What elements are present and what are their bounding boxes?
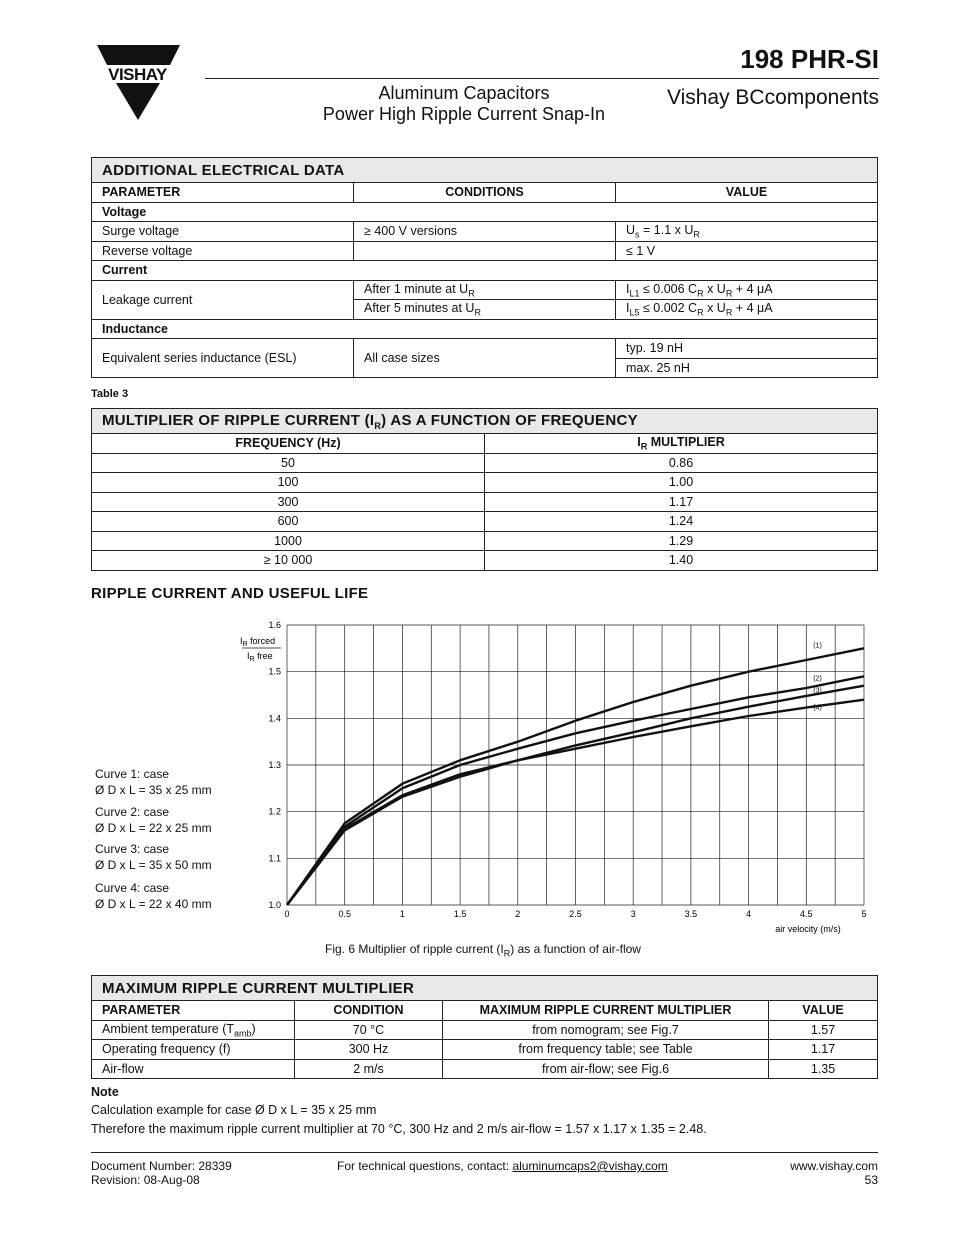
- cell-frequency: 100: [92, 473, 485, 493]
- series-label-3: (3): [813, 687, 822, 695]
- cell-multiplier-source: from frequency table; see Table: [443, 1040, 769, 1060]
- x-tick-label: 3: [630, 909, 636, 919]
- cell-value: $I_{L5} \le 0.002$ $C_R$ x $U_R + 4$ μA: [616, 300, 878, 320]
- col-header-value: VALUE: [769, 1001, 878, 1021]
- col-header-conditions: CONDITIONS: [354, 183, 616, 203]
- cell-multiplier-source: from air-flow; see Fig.6: [443, 1059, 769, 1079]
- cell-condition: 300 Hz: [295, 1040, 443, 1060]
- y-tick-label: 1.5: [268, 666, 281, 677]
- cell-condition: After 5 minutes at $U_R$: [354, 300, 616, 320]
- table-title: MAXIMUM RIPPLE CURRENT MULTIPLIER: [92, 976, 878, 1001]
- table-row: [92, 241, 878, 261]
- y-tick-label: 1.1: [268, 853, 281, 864]
- series-label-4: (4): [813, 704, 822, 712]
- table-row: [92, 473, 878, 493]
- cell-parameter: Air-flow: [92, 1059, 295, 1079]
- group-voltage: Voltage: [92, 202, 878, 222]
- x-tick-label: 0: [284, 909, 290, 919]
- cell-value: 1.17: [769, 1040, 878, 1060]
- cell-multiplier: 1.17: [485, 492, 878, 512]
- table-row: [92, 551, 878, 571]
- airflow-multiplier-chart: [230, 615, 880, 940]
- table-row: [92, 512, 878, 532]
- table-row: [92, 453, 878, 473]
- cell-multiplier-source: from nomogram; see Fig.7: [443, 1020, 769, 1040]
- subtitle-line2: Power High Ripple Current Snap-In: [322, 104, 606, 124]
- cell-value: $I_{L1} \le 0.006$ $C_R$ x $U_R + 4$ μA: [616, 280, 878, 300]
- series-label-1: (1): [813, 642, 822, 650]
- table-row: [92, 222, 878, 242]
- legend-curve-1: Curve 1: case Ø D x L = 35 x 25 mm: [95, 767, 212, 797]
- col-header-value: VALUE: [616, 183, 878, 203]
- y-tick-label: 1.4: [268, 713, 281, 724]
- additional-electrical-data-table: [91, 157, 878, 378]
- cell-multiplier: 0.86: [485, 453, 878, 473]
- cell-multiplier: 1.29: [485, 531, 878, 551]
- x-axis-label: air velocity (m/s): [775, 924, 841, 934]
- col-header-parameter: PARAMETER: [92, 183, 354, 203]
- revision: Revision: 08-Aug-08: [91, 1173, 200, 1187]
- max-ripple-multiplier-table: [91, 975, 878, 1079]
- cell-multiplier: 1.24: [485, 512, 878, 532]
- col-header-multiplier: $I_R$ MULTIPLIER: [485, 434, 878, 454]
- table-row: [92, 339, 878, 359]
- col-header-frequency: FREQUENCY (Hz): [92, 434, 485, 454]
- section-heading: RIPPLE CURRENT AND USEFUL LIFE: [91, 585, 369, 602]
- logo-text: VISHAY: [108, 65, 167, 84]
- x-tick-label: 2.5: [569, 909, 582, 919]
- vishay-logo: [90, 44, 185, 122]
- col-header-parameter: PARAMETER: [92, 1001, 295, 1021]
- cell-value: ≤ 1 V: [616, 241, 878, 261]
- table-row: [92, 1040, 878, 1060]
- contact-line: For technical questions, contact: aluminumcaps2@vishay.com: [337, 1159, 668, 1173]
- footer-divider: [91, 1152, 878, 1153]
- y-tick-label: 1.3: [268, 760, 281, 770]
- legend-curve-4: Curve 4: case Ø D x L = 22 x 40 mm: [95, 881, 212, 911]
- cell-frequency: 600: [92, 512, 485, 532]
- table-row: [92, 280, 878, 300]
- x-tick-label: 4: [746, 909, 752, 919]
- table-row: [92, 492, 878, 512]
- cell-value: max. 25 nH: [616, 358, 878, 378]
- table-row: [92, 1020, 878, 1040]
- cell-frequency: 1000: [92, 531, 485, 551]
- x-tick-label: 4.5: [800, 909, 813, 919]
- note-line-2: Therefore the maximum ripple current multiplier at 70 °C, 300 Hz and 2 m/s air-flow = 1.57 x 1.17 x 1.35 = 2.48.: [91, 1122, 707, 1136]
- cell-condition: 2 m/s: [295, 1059, 443, 1079]
- x-tick-label: 1: [399, 909, 405, 919]
- col-header-condition: CONDITION: [295, 1001, 443, 1021]
- document-number: Document Number: 28339: [91, 1159, 232, 1173]
- cell-parameter: Ambient temperature $(T_{amb})$: [92, 1020, 295, 1040]
- table-row: [92, 531, 878, 551]
- cell-value: 1.57: [769, 1020, 878, 1040]
- page-number: 53: [864, 1173, 878, 1187]
- y-tick-label: 1.2: [268, 806, 281, 817]
- cell-parameter: Surge voltage: [92, 222, 354, 242]
- y-axis-label-bottom: $I_R$ free: [247, 651, 273, 663]
- header-divider: [205, 78, 879, 79]
- cell-parameter: Reverse voltage: [92, 241, 354, 261]
- col-header-max-multiplier: MAXIMUM RIPPLE CURRENT MULTIPLIER: [443, 1001, 769, 1021]
- table-label: Table 3: [91, 388, 129, 400]
- cell-multiplier: 1.00: [485, 473, 878, 493]
- group-current: Current: [92, 261, 878, 281]
- figure-caption: Fig. 6 Multiplier of ripple current $(I_R)$ as a function of air-flow: [325, 942, 641, 959]
- cell-value: $U_s = 1.1$ x $U_R$: [616, 222, 878, 242]
- y-tick-label: 1.0: [268, 900, 281, 910]
- cell-condition: [354, 241, 616, 261]
- x-tick-label: 0.5: [338, 909, 351, 919]
- table-title: MULTIPLIER OF RIPPLE CURRENT $(I_R)$ AS A FUNCTION OF FREQUENCY: [92, 409, 878, 434]
- document-code: 198 PHR-SI: [740, 44, 879, 74]
- cell-condition: 70 °C: [295, 1020, 443, 1040]
- x-tick-label: 3.5: [684, 909, 698, 919]
- contact-email-link[interactable]: aluminumcaps2@vishay.com: [512, 1159, 668, 1173]
- note-line-1: Calculation example for case Ø D x L = 35 x 25 mm: [91, 1103, 377, 1117]
- y-tick-label: 1.6: [268, 620, 281, 630]
- ripple-frequency-table: [91, 408, 878, 571]
- group-inductance: Inductance: [92, 319, 878, 339]
- cell-parameter: Operating frequency (f): [92, 1040, 295, 1060]
- cell-condition: After 1 minute at $U_R$: [354, 280, 616, 300]
- table-title: ADDITIONAL ELECTRICAL DATA: [92, 158, 878, 183]
- cell-value: typ. 19 nH: [616, 339, 878, 359]
- x-tick-label: 2: [515, 909, 521, 919]
- legend-curve-3: Curve 3: case Ø D x L = 35 x 50 mm: [95, 842, 212, 872]
- y-axis-label-top: $I_R$ forced: [240, 636, 276, 648]
- x-tick-label: 1.5: [453, 909, 467, 919]
- cell-frequency: ≥ 10 000: [92, 551, 485, 571]
- cell-multiplier: 1.40: [485, 551, 878, 571]
- subtitle-line1: Aluminum Capacitors: [378, 83, 550, 103]
- cell-condition: ≥ 400 V versions: [354, 222, 616, 242]
- brand-name: Vishay BCcomponents: [666, 86, 879, 109]
- cell-frequency: 50: [92, 453, 485, 473]
- x-tick-label: 5: [861, 909, 867, 919]
- cell-frequency: 300: [92, 492, 485, 512]
- cell-condition: All case sizes: [354, 339, 616, 378]
- website-link[interactable]: www.vishay.com: [790, 1159, 878, 1173]
- cell-value: 1.35: [769, 1059, 878, 1079]
- legend-curve-2: Curve 2: case Ø D x L = 22 x 25 mm: [95, 805, 212, 835]
- cell-parameter: Equivalent series inductance (ESL): [92, 339, 354, 378]
- note-heading: Note: [91, 1085, 119, 1099]
- table-row: [92, 1059, 878, 1079]
- cell-parameter: Leakage current: [92, 280, 354, 319]
- series-label-2: (2): [813, 675, 822, 683]
